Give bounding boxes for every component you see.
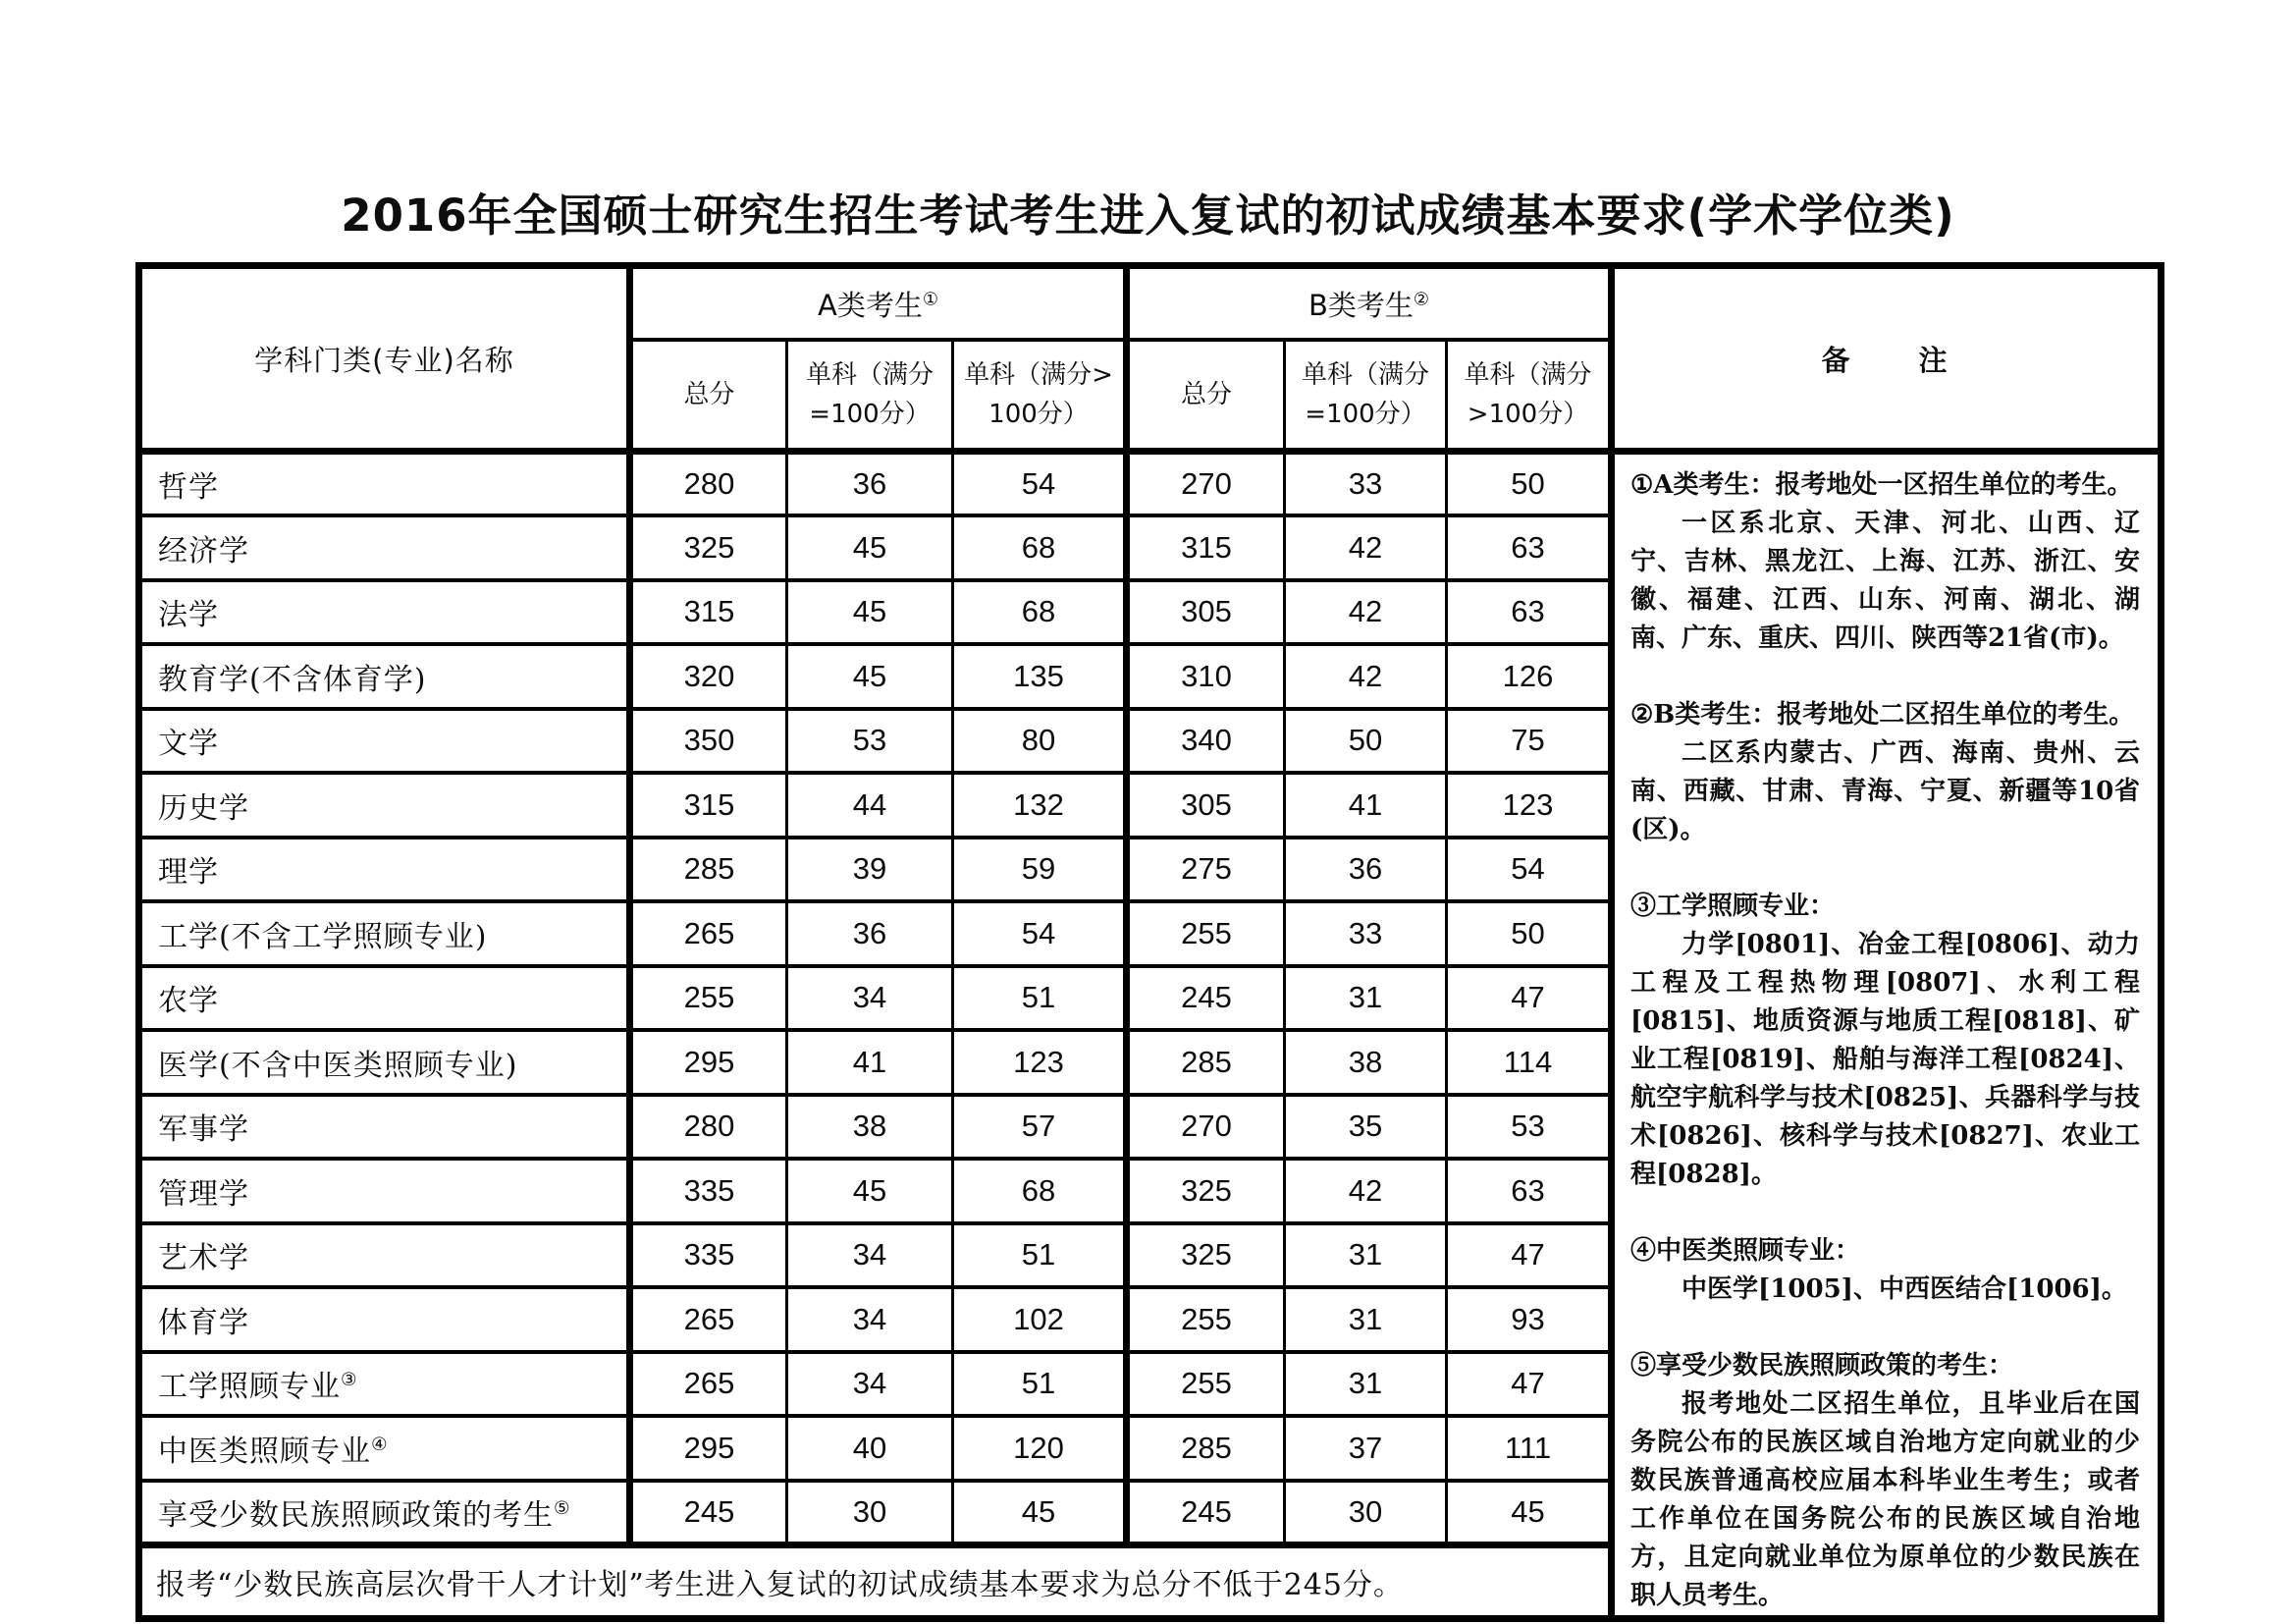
a-single100-cell: 40: [787, 1416, 953, 1481]
a-single100-header: 单科（满分=100分）: [787, 340, 953, 452]
subject-cell: 体育学: [139, 1287, 630, 1352]
b-single100-cell: 33: [1285, 901, 1447, 966]
b-total-cell: 245: [1127, 1481, 1285, 1545]
subject-cell: 理学: [139, 838, 630, 902]
a-single100-cell: 53: [787, 709, 953, 774]
a-single100-cell: 34: [787, 1287, 953, 1352]
footnote-mark-2: ②: [1413, 288, 1429, 309]
a-single-gt100-cell: 51: [953, 1352, 1127, 1417]
a-total-cell: 335: [630, 1223, 787, 1288]
b-single100-cell: 42: [1285, 515, 1447, 580]
remark-note-eng-care-detail: 力学[0801]、冶金工程[0806]、动力工程及工程热物理[0807]、水利工程[0815]、地质资源与地质工程[0818]、矿业工程[0819]、船舶与海洋工程[0824]、航空宇航科学与技术[0825]、兵器科学与技术[0826]、核科学与技术[0827]、农业工程[0828]。: [1630, 930, 2140, 1189]
b-single-gt100-cell: 63: [1447, 580, 1612, 645]
a-total-cell: 265: [630, 1287, 787, 1352]
a-single-gt100-cell: 51: [953, 1223, 1127, 1288]
a-single-gt100-cell: 68: [953, 515, 1127, 580]
remarks-cell: [1612, 452, 2162, 1619]
group-a-label: A类考生: [818, 288, 923, 322]
b-single100-cell: 38: [1285, 1030, 1447, 1095]
group-b-label: B类考生: [1308, 288, 1414, 322]
remark-note-b-detail: 二区系内蒙古、广西、海南、贵州、云南、西藏、甘肃、青海、宁夏、新疆等10省(区)。: [1630, 738, 2140, 844]
b-single-gt100-cell: 47: [1447, 1352, 1612, 1417]
b-single-gt100-cell: 45: [1447, 1481, 1612, 1545]
b-single100-cell: 50: [1285, 709, 1447, 774]
a-single100-cell: 34: [787, 1352, 953, 1417]
b-total-cell: 340: [1127, 709, 1285, 774]
footnote-mark-5: ⑤: [554, 1497, 571, 1519]
a-total-cell: 335: [630, 1159, 787, 1223]
a-single100-cell: 34: [787, 966, 953, 1031]
b-single100-cell: 42: [1285, 1159, 1447, 1223]
remark-note-tcm-care-detail: 中医学[1005]、中西医结合[1006]。: [1682, 1274, 2127, 1304]
b-single-gt100-cell: 111: [1447, 1416, 1612, 1481]
footer-note: 报考“少数民族高层次骨干人才计划”考生进入复试的初试成绩基本要求为总分不低于245分。: [139, 1544, 1612, 1618]
b-total-header: 总分: [1127, 340, 1285, 452]
b-single-gt100-cell: 126: [1447, 644, 1612, 709]
a-total-cell: 315: [630, 773, 787, 838]
b-single-gt100-cell: 54: [1447, 838, 1612, 902]
subject-cell: 工学(不含工学照顾专业): [139, 901, 630, 966]
b-single100-cell: 42: [1285, 644, 1447, 709]
remark-note-a-detail: 一区系北京、天津、河北、山西、辽宁、吉林、黑龙江、上海、江苏、浙江、安徽、福建、江西、山东、河南、湖北、湖南、广东、重庆、四川、陕西等21省(市)。: [1630, 509, 2140, 653]
subject-cell: 法学: [139, 580, 630, 645]
b-single100-cell: 31: [1285, 966, 1447, 1031]
table-row: [139, 452, 2162, 516]
subject-cell: 哲学: [139, 452, 630, 516]
b-single100-cell: 33: [1285, 452, 1447, 516]
b-total-cell: 305: [1127, 773, 1285, 838]
b-single100-cell: 36: [1285, 838, 1447, 902]
b-single100-header: 单科（满分=100分）: [1285, 340, 1447, 452]
remark-note-b: ②B类考生：报考地处二区招生单位的考生。: [1630, 700, 2135, 730]
b-single-gt100-cell: 114: [1447, 1030, 1612, 1095]
a-total-cell: 295: [630, 1416, 787, 1481]
b-single-gt100-cell: 53: [1447, 1095, 1612, 1160]
a-single100-cell: 36: [787, 452, 953, 516]
b-total-cell: 325: [1127, 1223, 1285, 1288]
remark-note-a: ①A类考生：报考地处一区招生单位的考生。: [1630, 470, 2133, 500]
remark-note-minority: ⑤享受少数民族照顾政策的考生：: [1630, 1351, 2014, 1380]
a-single-gt100-cell: 102: [953, 1287, 1127, 1352]
b-single100-cell: 37: [1285, 1416, 1447, 1481]
b-total-cell: 270: [1127, 452, 1285, 516]
a-single100-cell: 39: [787, 838, 953, 902]
a-single-gt100-cell: 54: [953, 452, 1127, 516]
b-single-gt100-header: 单科（满分>100分）: [1447, 340, 1612, 452]
subject-cell: 文学: [139, 709, 630, 774]
footnote-mark-1: ①: [922, 288, 938, 309]
b-single-gt100-cell: 93: [1447, 1287, 1612, 1352]
subject-cell: 医学(不含中医类照顾专业): [139, 1030, 630, 1095]
a-total-cell: 350: [630, 709, 787, 774]
a-single100-cell: 34: [787, 1223, 953, 1288]
subject-cell: 经济学: [139, 515, 630, 580]
a-single-gt100-cell: 135: [953, 644, 1127, 709]
b-single-gt100-cell: 47: [1447, 1223, 1612, 1288]
a-total-cell: 265: [630, 1352, 787, 1417]
group-b-header: [1127, 266, 1612, 341]
b-total-cell: 305: [1127, 580, 1285, 645]
a-total-cell: 295: [630, 1030, 787, 1095]
subject-cell: 中医类照顾专业④: [139, 1416, 630, 1481]
subject-cell: 军事学: [139, 1095, 630, 1160]
a-single-gt100-cell: 123: [953, 1030, 1127, 1095]
b-single-gt100-cell: 75: [1447, 709, 1612, 774]
b-total-cell: 255: [1127, 1287, 1285, 1352]
b-single-gt100-cell: 63: [1447, 515, 1612, 580]
b-single100-cell: 35: [1285, 1095, 1447, 1160]
a-single-gt100-cell: 45: [953, 1481, 1127, 1545]
a-single-gt100-cell: 132: [953, 773, 1127, 838]
a-total-cell: 280: [630, 452, 787, 516]
a-single-gt100-cell: 120: [953, 1416, 1127, 1481]
b-total-cell: 285: [1127, 1030, 1285, 1095]
a-total-cell: 255: [630, 966, 787, 1031]
b-single100-cell: 31: [1285, 1287, 1447, 1352]
a-single100-cell: 36: [787, 901, 953, 966]
subject-cell: 管理学: [139, 1159, 630, 1223]
a-total-cell: 265: [630, 901, 787, 966]
b-single100-cell: 41: [1285, 773, 1447, 838]
a-single-gt100-cell: 80: [953, 709, 1127, 774]
footnote-mark-3: ③: [341, 1370, 358, 1391]
b-single100-cell: 42: [1285, 580, 1447, 645]
b-total-cell: 245: [1127, 966, 1285, 1031]
b-single-gt100-cell: 47: [1447, 966, 1612, 1031]
a-single100-cell: 45: [787, 644, 953, 709]
a-single100-cell: 45: [787, 1159, 953, 1223]
subject-cell: 历史学: [139, 773, 630, 838]
a-single100-cell: 30: [787, 1481, 953, 1545]
a-total-cell: 245: [630, 1481, 787, 1545]
b-single100-cell: 31: [1285, 1352, 1447, 1417]
a-total-cell: 320: [630, 644, 787, 709]
page-title: 2016年全国硕士研究生招生考试考生进入复试的初试成绩基本要求(学术学位类): [341, 189, 1955, 242]
b-single100-cell: 31: [1285, 1223, 1447, 1288]
a-total-cell: 315: [630, 580, 787, 645]
subject-column-header: 学科门类(专业)名称: [139, 266, 630, 452]
a-total-cell: 285: [630, 838, 787, 902]
a-total-cell: 325: [630, 515, 787, 580]
a-single100-cell: 45: [787, 515, 953, 580]
b-total-cell: 255: [1127, 901, 1285, 966]
b-total-cell: 325: [1127, 1159, 1285, 1223]
a-total-cell: 280: [630, 1095, 787, 1160]
header-group-row: [139, 266, 2162, 341]
subject-cell: 工学照顾专业③: [139, 1352, 630, 1417]
a-single-gt100-cell: 68: [953, 580, 1127, 645]
b-total-cell: 285: [1127, 1416, 1285, 1481]
b-single-gt100-cell: 63: [1447, 1159, 1612, 1223]
a-single100-cell: 44: [787, 773, 953, 838]
a-single100-cell: 45: [787, 580, 953, 645]
a-single100-cell: 41: [787, 1030, 953, 1095]
subject-cell: 艺术学: [139, 1223, 630, 1288]
a-total-header: 总分: [630, 340, 787, 452]
b-single100-cell: 30: [1285, 1481, 1447, 1545]
b-total-cell: 275: [1127, 838, 1285, 902]
subject-cell: 享受少数民族照顾政策的考生⑤: [139, 1481, 630, 1545]
remark-note-minority-detail: 报考地处二区招生单位，且毕业后在国务院公布的民族区域自治地方定向就业的少数民族普通高校应届本科毕业生考生；或者工作单位在国务院公布的民族区域自治地方，且定向就业单位为原单位的少数民族在职人员考生。: [1630, 1389, 2140, 1610]
remark-column-header: 备 注: [1612, 266, 2162, 452]
b-total-cell: 315: [1127, 515, 1285, 580]
a-single-gt100-header: 单科（满分>100分）: [953, 340, 1127, 452]
group-a-header: [630, 266, 1127, 341]
subject-cell: 农学: [139, 966, 630, 1031]
remark-note-tcm-care: ④中医类照顾专业：: [1630, 1236, 1861, 1266]
b-total-cell: 310: [1127, 644, 1285, 709]
b-single-gt100-cell: 50: [1447, 901, 1612, 966]
a-single-gt100-cell: 57: [953, 1095, 1127, 1160]
remark-note-eng-care: ③工学照顾专业：: [1630, 892, 1836, 921]
a-single-gt100-cell: 54: [953, 901, 1127, 966]
b-total-cell: 270: [1127, 1095, 1285, 1160]
b-single-gt100-cell: 123: [1447, 773, 1612, 838]
b-total-cell: 255: [1127, 1352, 1285, 1417]
subject-cell: 教育学(不含体育学): [139, 644, 630, 709]
a-single-gt100-cell: 68: [953, 1159, 1127, 1223]
b-single-gt100-cell: 50: [1447, 452, 1612, 516]
score-requirements-table: [135, 262, 2164, 1622]
a-single-gt100-cell: 51: [953, 966, 1127, 1031]
footnote-mark-4: ④: [371, 1434, 389, 1455]
a-single100-cell: 38: [787, 1095, 953, 1160]
a-single-gt100-cell: 59: [953, 838, 1127, 902]
